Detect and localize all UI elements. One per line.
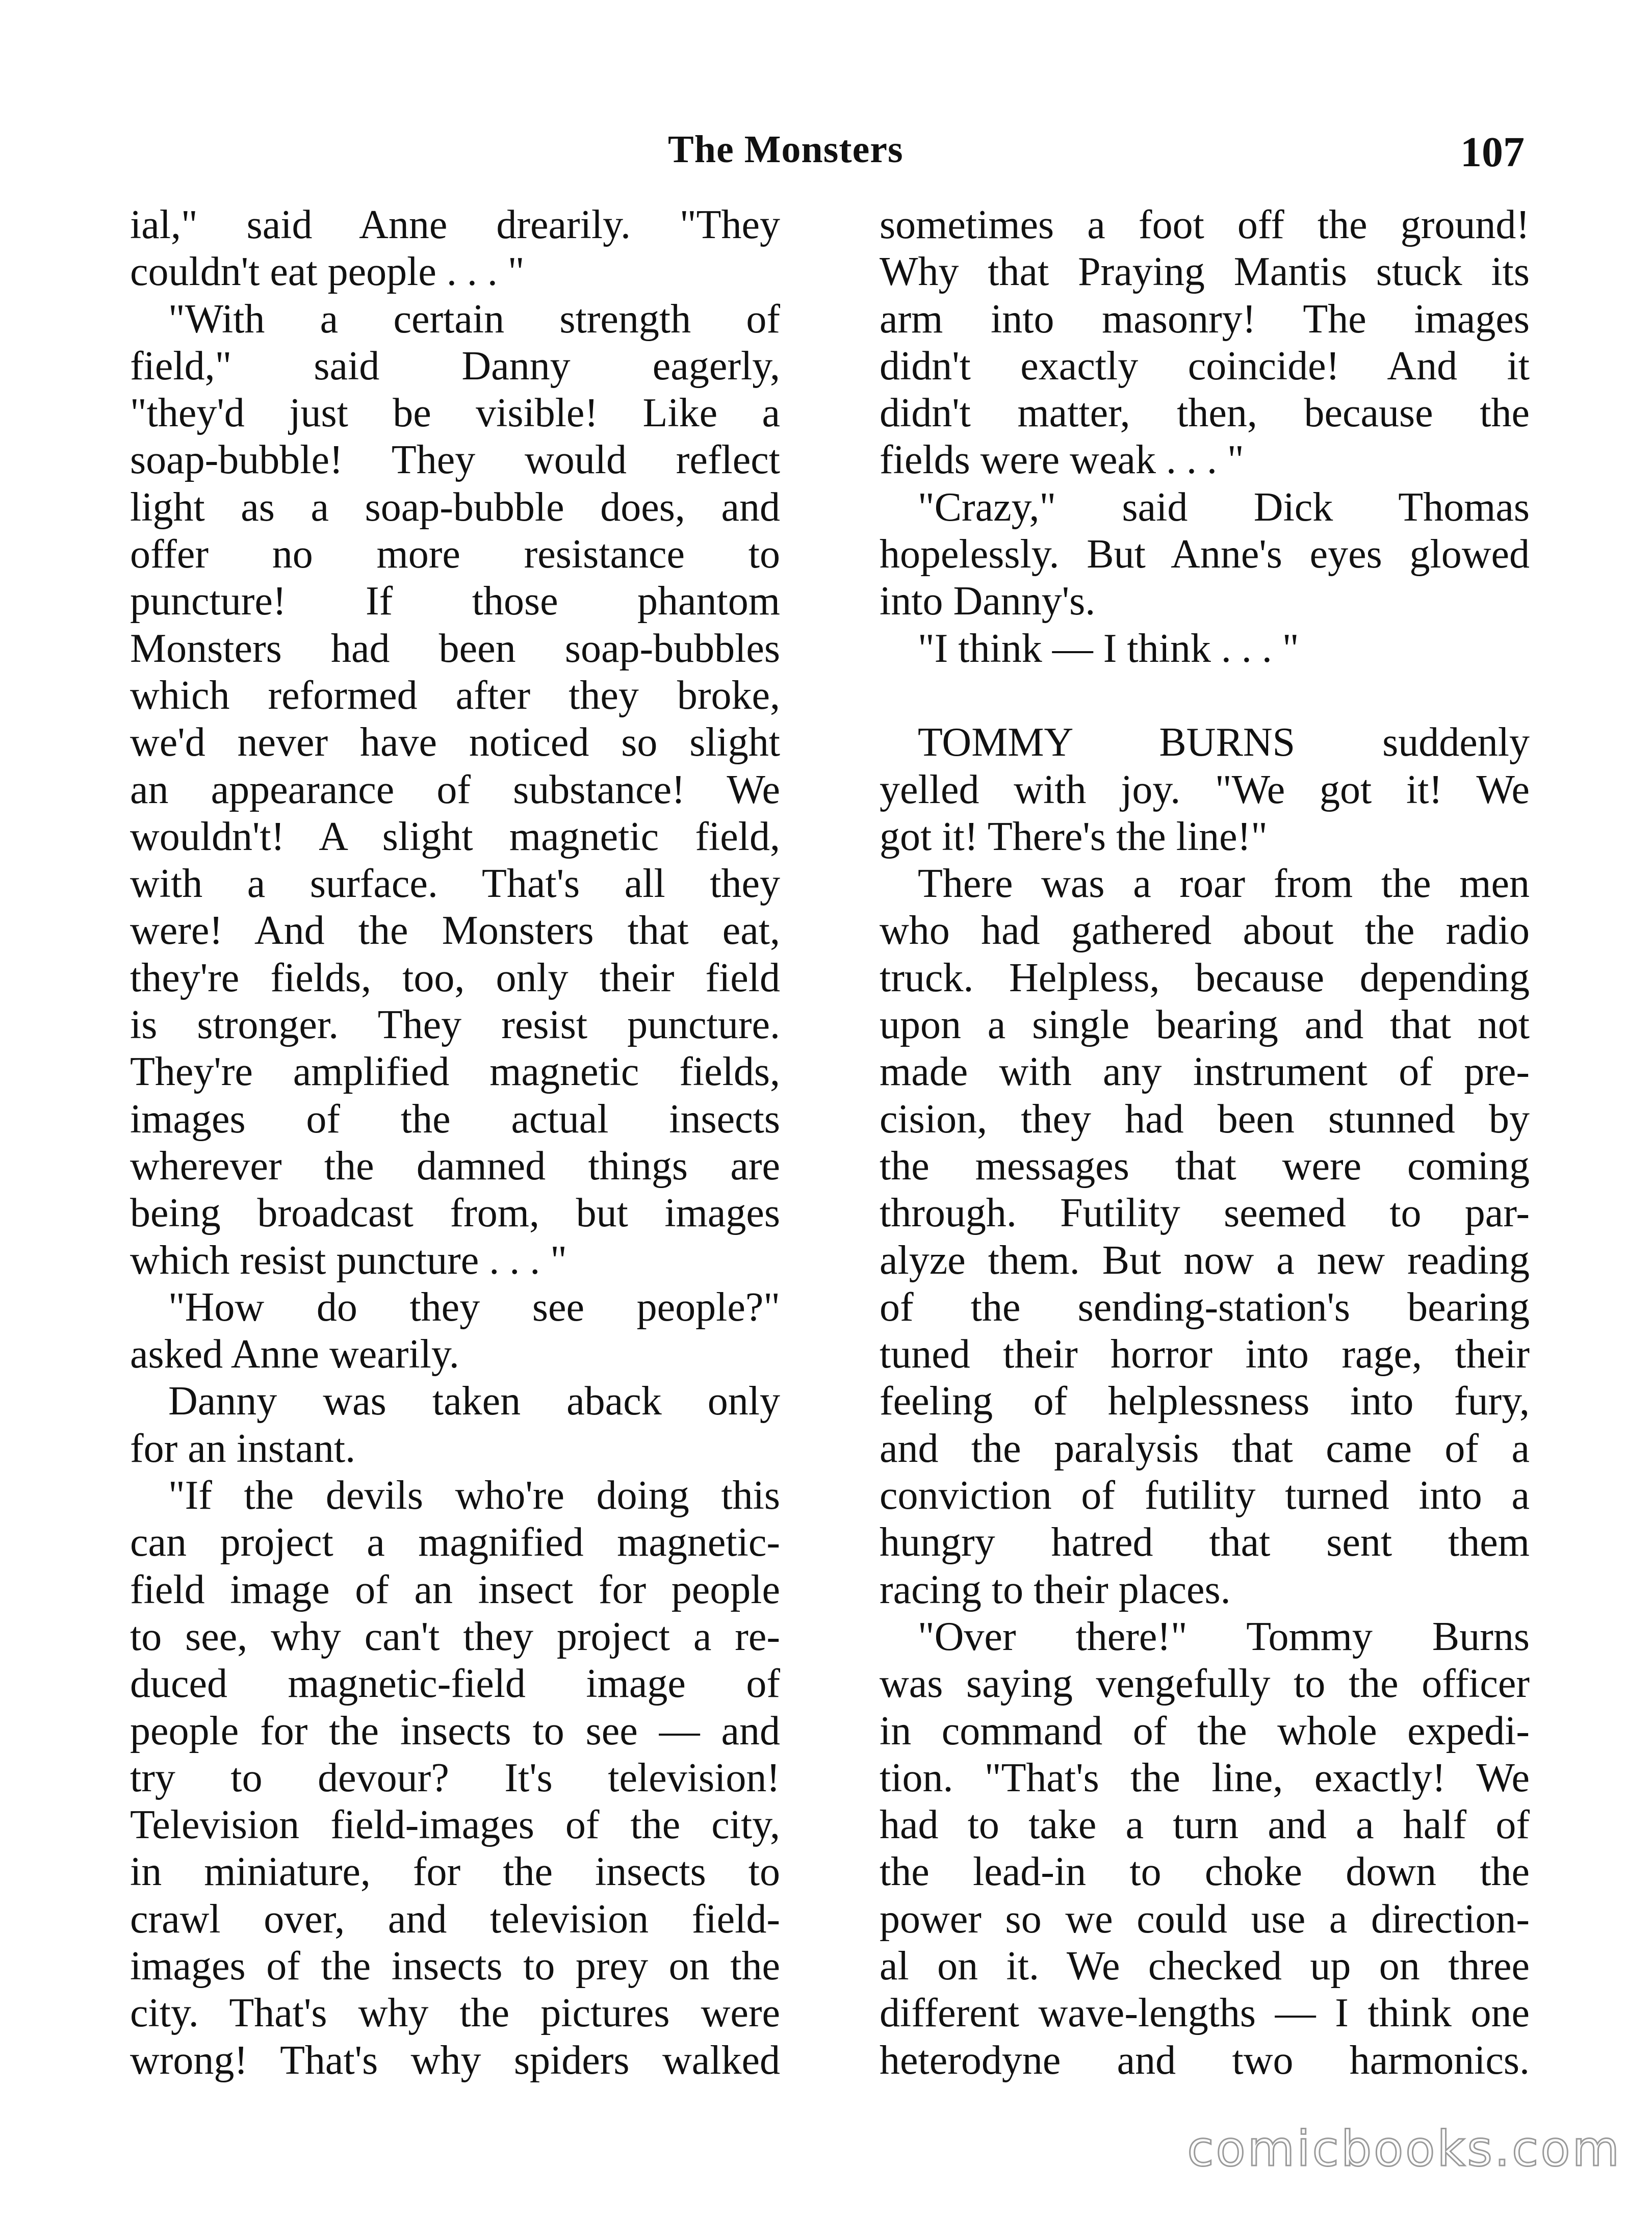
text-line: truck. Helpless, because depending	[880, 955, 1530, 1000]
text-line: they're fields, too, only their field	[130, 955, 780, 1000]
text-line: There was a roar from the men	[918, 861, 1530, 907]
text-line: yelled with joy. "We got it! We	[880, 767, 1530, 812]
text-line: conviction of futility turned into a	[880, 1473, 1530, 1518]
text-line: hungry hatred that sent them	[880, 1520, 1530, 1565]
text-line: hopelessly. But Anne's eyes glowed	[880, 532, 1530, 577]
text-line: in command of the whole expedi-	[880, 1708, 1530, 1753]
page-header	[0, 127, 1652, 194]
text-line: light as a soap-bubble does, and	[130, 484, 780, 530]
text-line: different wave-lengths — I think one	[880, 1991, 1530, 2036]
text-line: crawl over, and television field-	[130, 1896, 780, 1942]
text-line: alyze them. But now a new reading	[880, 1237, 1530, 1283]
text-line: tuned their horror into rage, their	[880, 1332, 1530, 1377]
text-line: "they'd just be visible! Like a	[130, 391, 780, 436]
running-title: The Monsters	[668, 128, 904, 171]
text-line: upon a single bearing and that not	[880, 1002, 1530, 1048]
text-line: with a surface. That's all they	[130, 861, 780, 907]
text-line: the lead-in to choke down the	[880, 1849, 1530, 1895]
text-line: field," said Danny eagerly,	[130, 343, 780, 389]
text-line: were! And the Monsters that eat,	[130, 908, 780, 953]
text-line: images of the actual insects	[130, 1096, 780, 1142]
text-line: was saying vengefully to the officer	[880, 1661, 1530, 1707]
text-line: into Danny's.	[880, 579, 1096, 624]
text-line: offer no more resistance to	[130, 532, 780, 577]
text-line: soap-bubble! They would reflect	[130, 437, 780, 483]
text-line: sometimes a foot off the ground!	[880, 202, 1530, 247]
text-line: Why that Praying Mantis stuck its	[880, 249, 1530, 295]
text-line: field image of an insect for people	[130, 1567, 780, 1612]
text-line: we'd never have noticed so slight	[130, 720, 780, 765]
text-line: an appearance of substance! We	[130, 767, 780, 812]
text-line: "Crazy," said Dick Thomas	[918, 484, 1530, 530]
right-text-column	[880, 201, 1530, 2084]
text-line: being broadcast from, but images	[130, 1191, 780, 1236]
text-line: through. Futility seemed to par-	[880, 1191, 1530, 1236]
text-line: ial," said Anne drearily. "They	[130, 202, 780, 247]
text-line: made with any instrument of pre-	[880, 1049, 1530, 1095]
text-line: can project a magnified magnetic-	[130, 1520, 780, 1565]
text-line: racing to their places.	[880, 1567, 1231, 1612]
section-break	[880, 672, 1530, 719]
text-line: fields were weak . . . "	[880, 437, 1244, 483]
text-line: and the paralysis that came of a	[880, 1426, 1530, 1471]
text-line: "How do they see people?"	[168, 1284, 780, 1330]
left-text-column	[130, 201, 780, 2084]
text-line: Television field-images of the city,	[130, 1802, 780, 1848]
text-line: duced magnetic-field image of	[130, 1661, 780, 1707]
text-line: Monsters had been soap-bubbles	[130, 626, 780, 671]
text-line: is stronger. They resist puncture.	[130, 1002, 780, 1048]
text-line: "If the devils who're doing this	[168, 1473, 780, 1518]
text-line: power so we could use a direction-	[880, 1896, 1530, 1942]
text-line: people for the insects to see — and	[130, 1708, 780, 1753]
text-line: images of the insects to prey on the	[130, 1943, 780, 1989]
text-line: for an instant.	[130, 1426, 356, 1471]
text-line: didn't exactly coincide! And it	[880, 343, 1530, 389]
text-line: which resist puncture . . . "	[130, 1237, 567, 1283]
text-line: didn't matter, then, because the	[880, 391, 1530, 436]
watermark: comicbooks.com	[1187, 2121, 1621, 2177]
text-line: TOMMY BURNS suddenly	[918, 720, 1530, 765]
text-line: of the sending-station's bearing	[880, 1284, 1530, 1330]
text-line: couldn't eat people . . . "	[130, 249, 525, 295]
text-line: wherever the damned things are	[130, 1143, 780, 1189]
text-line: got it! There's the line!"	[880, 814, 1268, 859]
text-line: al on it. We checked up on three	[880, 1943, 1530, 1989]
text-line: wouldn't! A slight magnetic field,	[130, 814, 780, 859]
text-line: wrong! That's why spiders walked	[130, 2038, 780, 2083]
text-line: "I think — I think . . . "	[918, 626, 1299, 671]
text-line: "With a certain strength of	[168, 296, 780, 342]
text-line: asked Anne wearily.	[130, 1332, 459, 1377]
text-line: tion. "That's the line, exactly! We	[880, 1755, 1530, 1800]
text-line: the messages that were coming	[880, 1143, 1530, 1189]
text-line: had to take a turn and a half of	[880, 1802, 1530, 1848]
text-line: in miniature, for the insects to	[130, 1849, 780, 1895]
text-line: which reformed after they broke,	[130, 673, 780, 718]
text-line: try to devour? It's television!	[130, 1755, 780, 1800]
text-line: to see, why can't they project a re-	[130, 1614, 780, 1659]
text-line: who had gathered about the radio	[880, 908, 1530, 953]
page-number: 107	[1460, 128, 1525, 176]
text-line: city. That's why the pictures were	[130, 1991, 780, 2036]
text-line: arm into masonry! The images	[880, 296, 1530, 342]
text-line: They're amplified magnetic fields,	[130, 1049, 780, 1095]
text-line: "Over there!" Tommy Burns	[918, 1614, 1530, 1659]
text-line: feeling of helplessness into fury,	[880, 1379, 1530, 1424]
text-line: heterodyne and two harmonics.	[880, 2038, 1530, 2083]
text-line: puncture! If those phantom	[130, 579, 780, 624]
text-line: Danny was taken aback only	[168, 1379, 780, 1424]
text-line: cision, they had been stunned by	[880, 1096, 1530, 1142]
